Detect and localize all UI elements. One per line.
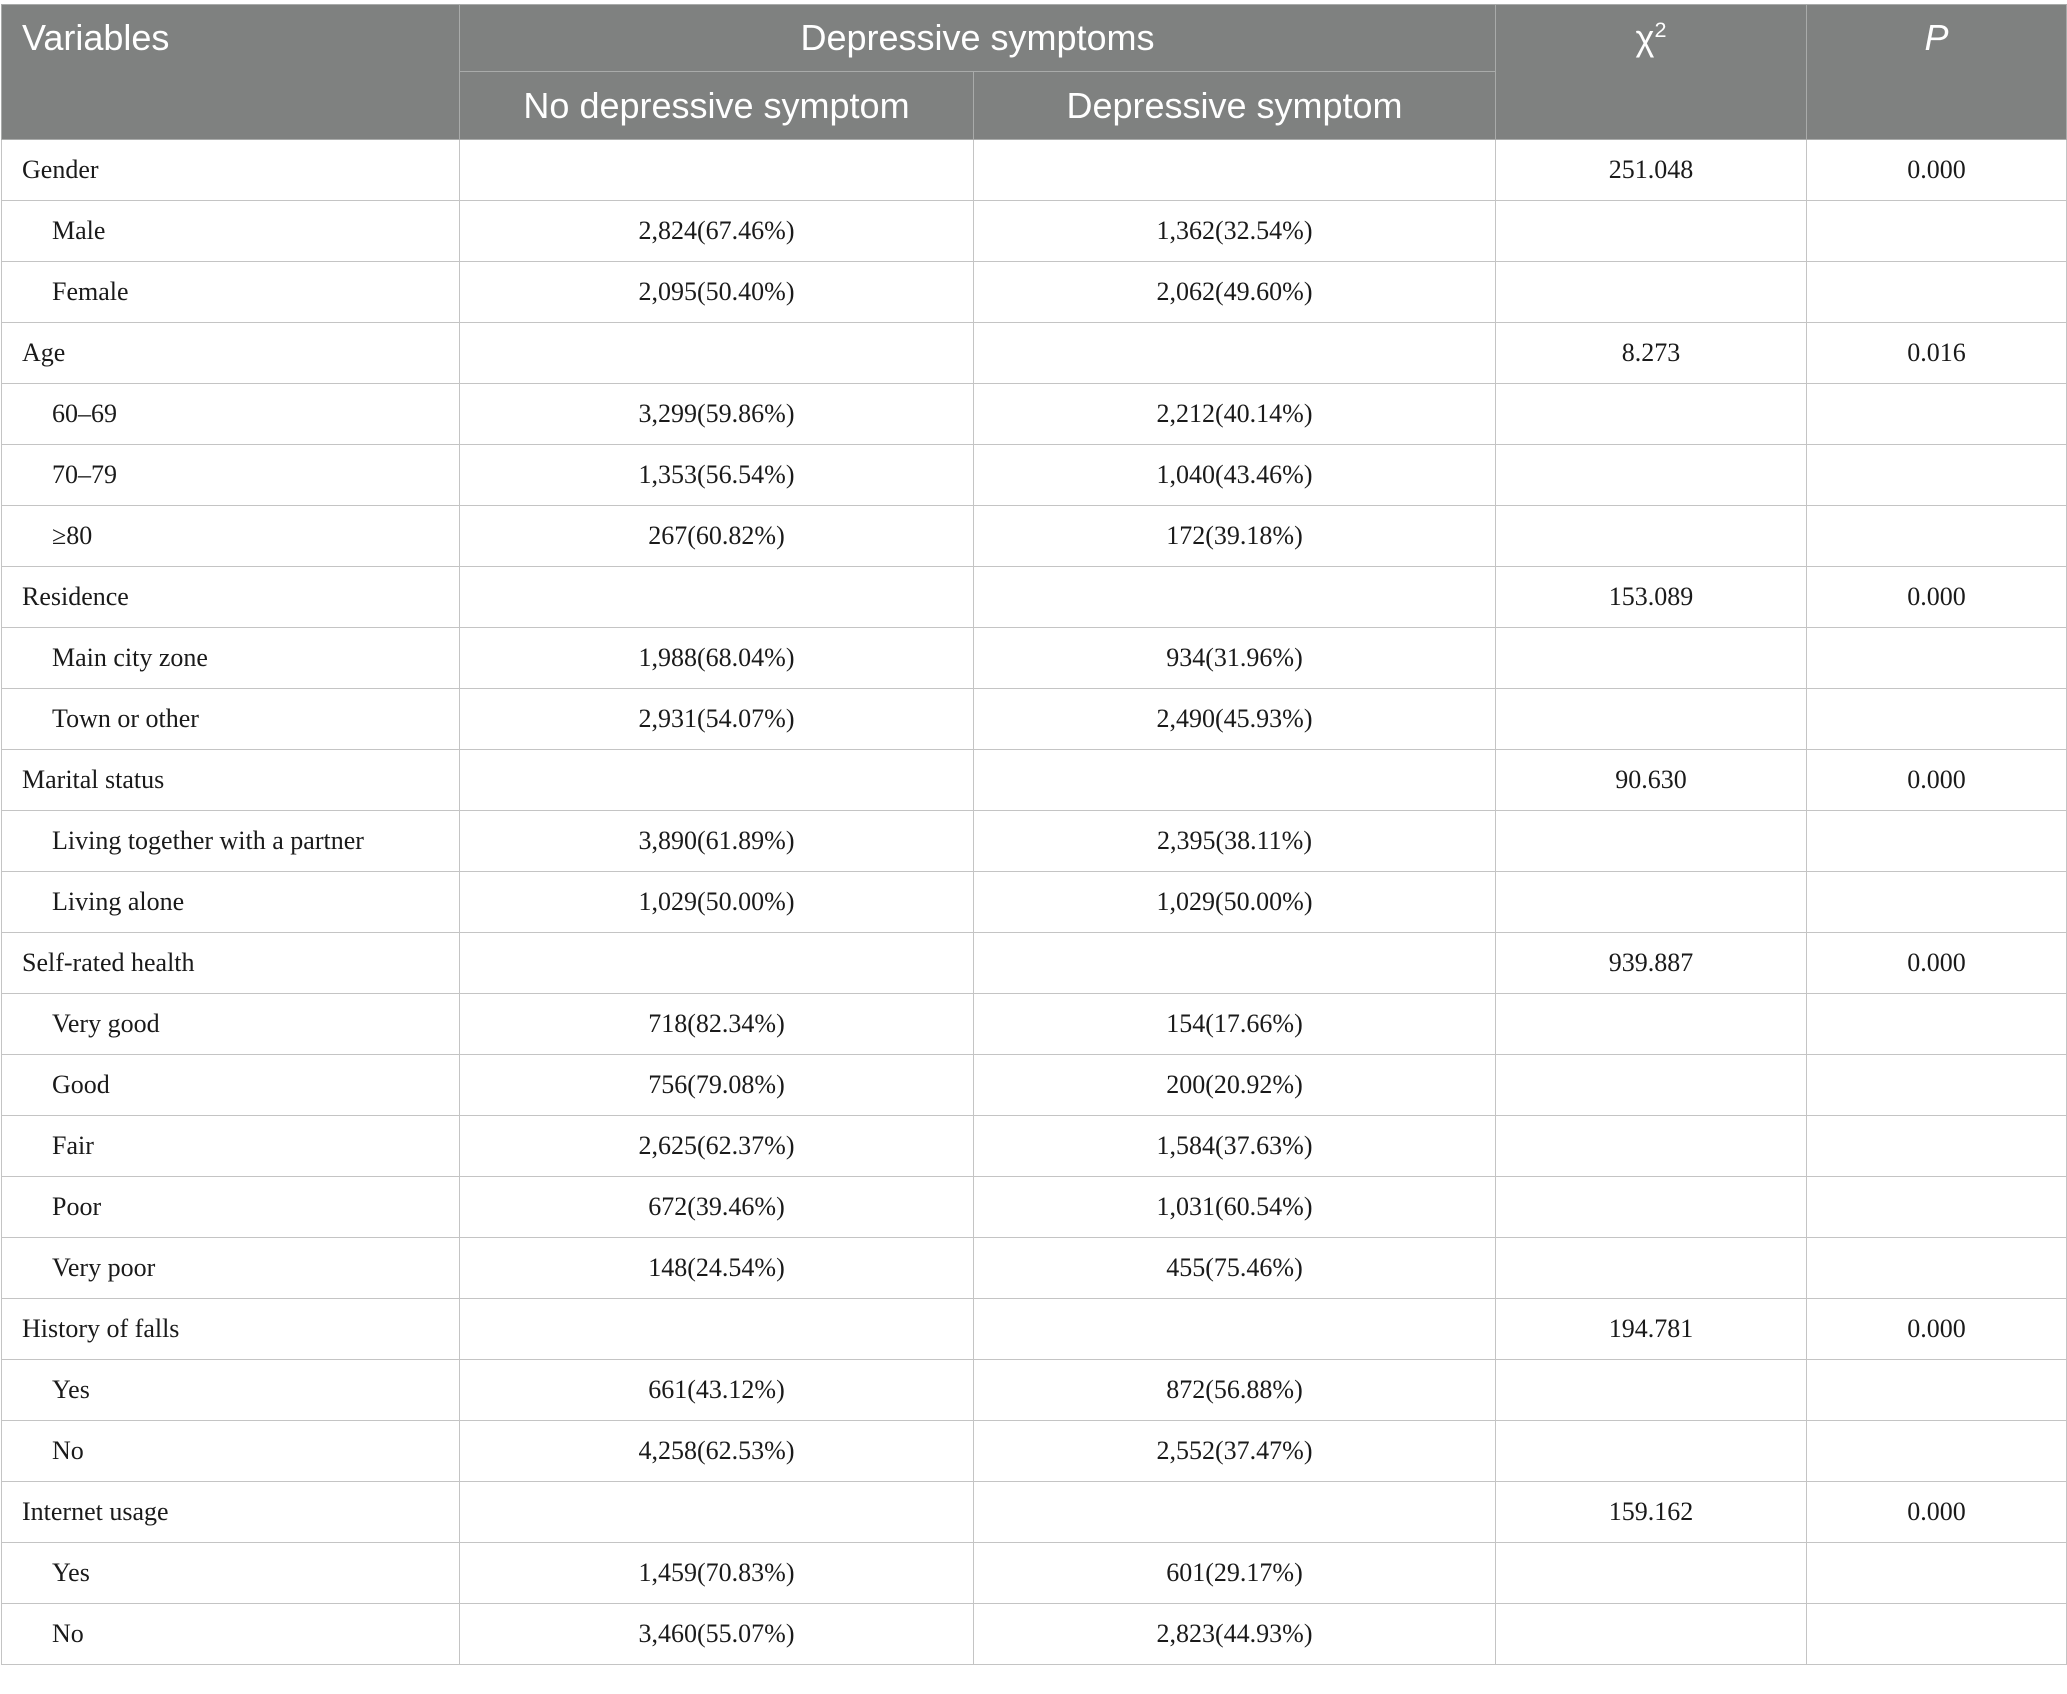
table-row bbox=[2, 1604, 2067, 1665]
table-row bbox=[2, 1177, 2067, 1238]
variable-cell: 60–69 bbox=[2, 384, 460, 445]
table-row bbox=[2, 384, 2067, 445]
chi-square-value-cell: 153.089 bbox=[1496, 567, 1807, 628]
p-value-cell bbox=[1807, 1055, 2067, 1116]
table-row bbox=[2, 201, 2067, 262]
chi-square-value-cell bbox=[1496, 1116, 1807, 1177]
variable-cell: Internet usage bbox=[2, 1482, 460, 1543]
variable-group-row bbox=[2, 140, 2067, 201]
no-depressive-value-cell bbox=[460, 933, 974, 994]
p-value-cell bbox=[1807, 1116, 2067, 1177]
chi-superscript: 2 bbox=[1654, 17, 1667, 42]
no-depressive-value-cell: 148(24.54%) bbox=[460, 1238, 974, 1299]
depressive-value-cell: 934(31.96%) bbox=[974, 628, 1496, 689]
no-depressive-value-cell: 3,890(61.89%) bbox=[460, 811, 974, 872]
p-value-cell bbox=[1807, 1421, 2067, 1482]
header-chi-square bbox=[1496, 5, 1807, 140]
variable-group-row bbox=[2, 750, 2067, 811]
chi-square-value-cell bbox=[1496, 689, 1807, 750]
depressive-value-cell bbox=[974, 1482, 1496, 1543]
no-depressive-value-cell: 1,988(68.04%) bbox=[460, 628, 974, 689]
header-variables: Variables bbox=[2, 5, 460, 140]
depressive-value-cell: 2,552(37.47%) bbox=[974, 1421, 1496, 1482]
depressive-value-cell: 1,362(32.54%) bbox=[974, 201, 1496, 262]
variable-group-row bbox=[2, 1482, 2067, 1543]
no-depressive-value-cell: 756(79.08%) bbox=[460, 1055, 974, 1116]
variable-cell: Very good bbox=[2, 994, 460, 1055]
no-depressive-value-cell bbox=[460, 1482, 974, 1543]
variable-cell: Age bbox=[2, 323, 460, 384]
variable-group-row bbox=[2, 323, 2067, 384]
table-row bbox=[2, 994, 2067, 1055]
chi-symbol: χ bbox=[1635, 17, 1655, 58]
chi-square-value-cell: 939.887 bbox=[1496, 933, 1807, 994]
chi-square-value-cell bbox=[1496, 628, 1807, 689]
p-value-cell bbox=[1807, 1604, 2067, 1665]
no-depressive-value-cell bbox=[460, 567, 974, 628]
variable-cell: Marital status bbox=[2, 750, 460, 811]
variable-cell: Gender bbox=[2, 140, 460, 201]
no-depressive-value-cell: 1,353(56.54%) bbox=[460, 445, 974, 506]
depressive-value-cell: 1,040(43.46%) bbox=[974, 445, 1496, 506]
depressive-value-cell: 2,212(40.14%) bbox=[974, 384, 1496, 445]
variable-group-row bbox=[2, 933, 2067, 994]
depressive-value-cell: 1,584(37.63%) bbox=[974, 1116, 1496, 1177]
depressive-value-cell: 1,031(60.54%) bbox=[974, 1177, 1496, 1238]
table-header bbox=[2, 5, 2067, 140]
variable-cell: No bbox=[2, 1421, 460, 1482]
variable-cell: Poor bbox=[2, 1177, 460, 1238]
table-row bbox=[2, 445, 2067, 506]
no-depressive-value-cell: 4,258(62.53%) bbox=[460, 1421, 974, 1482]
variable-cell: No bbox=[2, 1604, 460, 1665]
no-depressive-value-cell: 672(39.46%) bbox=[460, 1177, 974, 1238]
variable-cell: Self-rated health bbox=[2, 933, 460, 994]
variable-cell: Living alone bbox=[2, 872, 460, 933]
p-value-cell bbox=[1807, 994, 2067, 1055]
variable-cell: ≥80 bbox=[2, 506, 460, 567]
depressive-value-cell: 2,490(45.93%) bbox=[974, 689, 1496, 750]
depressive-value-cell: 172(39.18%) bbox=[974, 506, 1496, 567]
no-depressive-value-cell: 718(82.34%) bbox=[460, 994, 974, 1055]
chi-square-value-cell bbox=[1496, 994, 1807, 1055]
p-value-cell bbox=[1807, 689, 2067, 750]
no-depressive-value-cell: 267(60.82%) bbox=[460, 506, 974, 567]
chi-square-value-cell bbox=[1496, 1421, 1807, 1482]
no-depressive-value-cell bbox=[460, 1299, 974, 1360]
variable-cell: History of falls bbox=[2, 1299, 460, 1360]
variable-cell: Female bbox=[2, 262, 460, 323]
variable-cell: 70–79 bbox=[2, 445, 460, 506]
no-depressive-value-cell bbox=[460, 140, 974, 201]
no-depressive-value-cell: 2,931(54.07%) bbox=[460, 689, 974, 750]
depressive-value-cell: 601(29.17%) bbox=[974, 1543, 1496, 1604]
chi-square-value-cell bbox=[1496, 1177, 1807, 1238]
header-no-depressive-symptom: No depressive symptom bbox=[460, 72, 974, 140]
chi-square-value-cell bbox=[1496, 201, 1807, 262]
table-row bbox=[2, 689, 2067, 750]
p-value-cell bbox=[1807, 811, 2067, 872]
p-value-cell bbox=[1807, 1360, 2067, 1421]
p-value-cell: 0.000 bbox=[1807, 140, 2067, 201]
depressive-value-cell: 872(56.88%) bbox=[974, 1360, 1496, 1421]
chi-square-value-cell bbox=[1496, 1238, 1807, 1299]
depressive-value-cell: 2,395(38.11%) bbox=[974, 811, 1496, 872]
no-depressive-value-cell: 2,095(50.40%) bbox=[460, 262, 974, 323]
p-value-cell: 0.000 bbox=[1807, 1482, 2067, 1543]
p-value-cell bbox=[1807, 1543, 2067, 1604]
chi-square-value-cell bbox=[1496, 872, 1807, 933]
depressive-value-cell: 200(20.92%) bbox=[974, 1055, 1496, 1116]
depressive-value-cell: 2,823(44.93%) bbox=[974, 1604, 1496, 1665]
p-value-cell bbox=[1807, 872, 2067, 933]
header-depressive-symptoms: Depressive symptoms bbox=[460, 5, 1496, 72]
no-depressive-value-cell: 3,460(55.07%) bbox=[460, 1604, 974, 1665]
depressive-value-cell bbox=[974, 1299, 1496, 1360]
depressive-value-cell bbox=[974, 140, 1496, 201]
p-value-cell bbox=[1807, 1177, 2067, 1238]
no-depressive-value-cell: 2,824(67.46%) bbox=[460, 201, 974, 262]
table-row bbox=[2, 1116, 2067, 1177]
no-depressive-value-cell bbox=[460, 323, 974, 384]
p-value-cell bbox=[1807, 628, 2067, 689]
chi-square-value-cell: 251.048 bbox=[1496, 140, 1807, 201]
chi-square-value-cell bbox=[1496, 1604, 1807, 1665]
p-value-cell: 0.016 bbox=[1807, 323, 2067, 384]
chi-square-value-cell: 194.781 bbox=[1496, 1299, 1807, 1360]
p-value-cell bbox=[1807, 201, 2067, 262]
p-value-cell: 0.000 bbox=[1807, 750, 2067, 811]
chi-square-value-cell bbox=[1496, 445, 1807, 506]
header-p-value: P bbox=[1807, 5, 2067, 140]
chi-square-value-cell: 159.162 bbox=[1496, 1482, 1807, 1543]
variable-cell: Very poor bbox=[2, 1238, 460, 1299]
variable-cell: Living together with a partner bbox=[2, 811, 460, 872]
no-depressive-value-cell: 661(43.12%) bbox=[460, 1360, 974, 1421]
variable-cell: Fair bbox=[2, 1116, 460, 1177]
p-value-cell: 0.000 bbox=[1807, 933, 2067, 994]
depressive-value-cell bbox=[974, 933, 1496, 994]
no-depressive-value-cell: 1,029(50.00%) bbox=[460, 872, 974, 933]
p-value-cell bbox=[1807, 506, 2067, 567]
variable-cell: Residence bbox=[2, 567, 460, 628]
no-depressive-value-cell bbox=[460, 750, 974, 811]
chi-square-value-cell bbox=[1496, 1543, 1807, 1604]
depressive-value-cell bbox=[974, 323, 1496, 384]
chi-square-value-cell bbox=[1496, 1360, 1807, 1421]
table-body bbox=[2, 140, 2067, 1665]
variable-cell: Main city zone bbox=[2, 628, 460, 689]
chi-square-value-cell bbox=[1496, 262, 1807, 323]
p-value-cell bbox=[1807, 445, 2067, 506]
table-row bbox=[2, 811, 2067, 872]
variable-group-row bbox=[2, 1299, 2067, 1360]
p-value-cell bbox=[1807, 262, 2067, 323]
table-row bbox=[2, 1055, 2067, 1116]
chi-square-value-cell bbox=[1496, 506, 1807, 567]
table-row bbox=[2, 872, 2067, 933]
chi-square-value-cell: 90.630 bbox=[1496, 750, 1807, 811]
depressive-value-cell: 2,062(49.60%) bbox=[974, 262, 1496, 323]
depressive-value-cell: 154(17.66%) bbox=[974, 994, 1496, 1055]
variable-group-row bbox=[2, 567, 2067, 628]
p-value-cell bbox=[1807, 1238, 2067, 1299]
variable-cell: Yes bbox=[2, 1543, 460, 1604]
no-depressive-value-cell: 1,459(70.83%) bbox=[460, 1543, 974, 1604]
variable-cell: Good bbox=[2, 1055, 460, 1116]
table-row bbox=[2, 1360, 2067, 1421]
table-row bbox=[2, 506, 2067, 567]
results-table bbox=[1, 4, 2067, 1665]
p-value-cell: 0.000 bbox=[1807, 567, 2067, 628]
variable-cell: Yes bbox=[2, 1360, 460, 1421]
chi-square-value-cell bbox=[1496, 811, 1807, 872]
depressive-value-cell bbox=[974, 567, 1496, 628]
table-row bbox=[2, 1421, 2067, 1482]
header-depressive-symptom: Depressive symptom bbox=[974, 72, 1496, 140]
variable-cell: Male bbox=[2, 201, 460, 262]
p-value-cell bbox=[1807, 384, 2067, 445]
depressive-value-cell: 455(75.46%) bbox=[974, 1238, 1496, 1299]
depressive-value-cell: 1,029(50.00%) bbox=[974, 872, 1496, 933]
p-value-cell: 0.000 bbox=[1807, 1299, 2067, 1360]
depressive-value-cell bbox=[974, 750, 1496, 811]
no-depressive-value-cell: 3,299(59.86%) bbox=[460, 384, 974, 445]
table-row bbox=[2, 628, 2067, 689]
chi-square-value-cell: 8.273 bbox=[1496, 323, 1807, 384]
table-row bbox=[2, 1543, 2067, 1604]
no-depressive-value-cell: 2,625(62.37%) bbox=[460, 1116, 974, 1177]
table-row bbox=[2, 262, 2067, 323]
chi-square-value-cell bbox=[1496, 1055, 1807, 1116]
chi-square-value-cell bbox=[1496, 384, 1807, 445]
variable-cell: Town or other bbox=[2, 689, 460, 750]
table-row bbox=[2, 1238, 2067, 1299]
